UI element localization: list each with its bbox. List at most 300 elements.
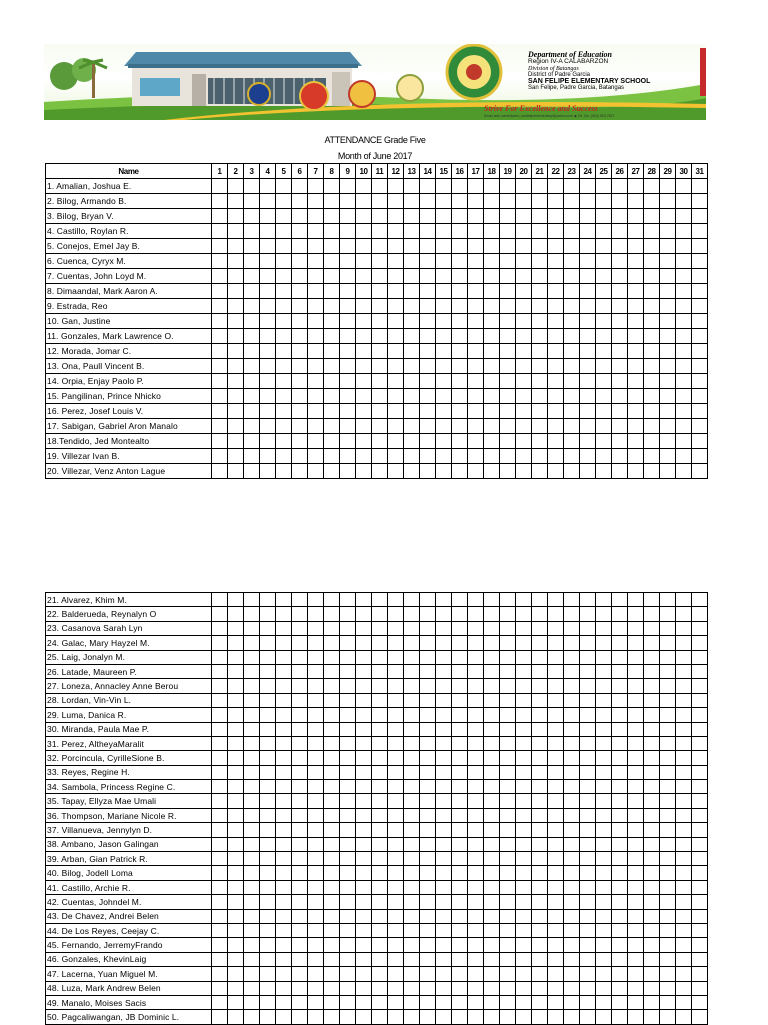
attendance-cell[interactable] bbox=[388, 284, 404, 299]
attendance-cell[interactable] bbox=[564, 693, 580, 707]
attendance-cell[interactable] bbox=[660, 621, 676, 635]
attendance-cell[interactable] bbox=[276, 880, 292, 894]
attendance-cell[interactable] bbox=[276, 837, 292, 851]
attendance-cell[interactable] bbox=[260, 1010, 276, 1024]
attendance-cell[interactable] bbox=[500, 464, 516, 479]
attendance-cell[interactable] bbox=[484, 909, 500, 923]
attendance-cell[interactable] bbox=[292, 636, 308, 650]
attendance-cell[interactable] bbox=[644, 664, 660, 678]
attendance-cell[interactable] bbox=[580, 823, 596, 837]
attendance-cell[interactable] bbox=[500, 419, 516, 434]
attendance-cell[interactable] bbox=[660, 359, 676, 374]
attendance-cell[interactable] bbox=[564, 636, 580, 650]
attendance-cell[interactable] bbox=[644, 995, 660, 1009]
attendance-cell[interactable] bbox=[372, 866, 388, 880]
attendance-cell[interactable] bbox=[340, 239, 356, 254]
attendance-cell[interactable] bbox=[276, 722, 292, 736]
attendance-cell[interactable] bbox=[292, 722, 308, 736]
attendance-cell[interactable] bbox=[596, 593, 612, 607]
attendance-cell[interactable] bbox=[244, 880, 260, 894]
attendance-cell[interactable] bbox=[436, 449, 452, 464]
attendance-cell[interactable] bbox=[212, 852, 228, 866]
attendance-cell[interactable] bbox=[580, 284, 596, 299]
attendance-cell[interactable] bbox=[292, 736, 308, 750]
attendance-cell[interactable] bbox=[356, 607, 372, 621]
attendance-cell[interactable] bbox=[468, 765, 484, 779]
attendance-cell[interactable] bbox=[324, 194, 340, 209]
attendance-cell[interactable] bbox=[516, 419, 532, 434]
attendance-cell[interactable] bbox=[420, 895, 436, 909]
attendance-cell[interactable] bbox=[532, 329, 548, 344]
attendance-cell[interactable] bbox=[388, 866, 404, 880]
attendance-cell[interactable] bbox=[484, 923, 500, 937]
attendance-cell[interactable] bbox=[388, 650, 404, 664]
attendance-cell[interactable] bbox=[564, 239, 580, 254]
attendance-cell[interactable] bbox=[388, 464, 404, 479]
attendance-cell[interactable] bbox=[612, 995, 628, 1009]
attendance-cell[interactable] bbox=[404, 837, 420, 851]
attendance-cell[interactable] bbox=[260, 254, 276, 269]
attendance-cell[interactable] bbox=[228, 239, 244, 254]
attendance-cell[interactable] bbox=[484, 808, 500, 822]
attendance-cell[interactable] bbox=[260, 607, 276, 621]
attendance-cell[interactable] bbox=[372, 224, 388, 239]
attendance-cell[interactable] bbox=[628, 314, 644, 329]
attendance-cell[interactable] bbox=[564, 419, 580, 434]
attendance-cell[interactable] bbox=[340, 923, 356, 937]
attendance-cell[interactable] bbox=[452, 981, 468, 995]
attendance-cell[interactable] bbox=[276, 708, 292, 722]
attendance-cell[interactable] bbox=[260, 909, 276, 923]
attendance-cell[interactable] bbox=[628, 404, 644, 419]
attendance-cell[interactable] bbox=[628, 808, 644, 822]
attendance-cell[interactable] bbox=[308, 209, 324, 224]
attendance-cell[interactable] bbox=[644, 751, 660, 765]
attendance-cell[interactable] bbox=[260, 389, 276, 404]
attendance-cell[interactable] bbox=[484, 823, 500, 837]
attendance-cell[interactable] bbox=[500, 981, 516, 995]
attendance-cell[interactable] bbox=[276, 909, 292, 923]
attendance-cell[interactable] bbox=[484, 284, 500, 299]
attendance-cell[interactable] bbox=[612, 299, 628, 314]
attendance-cell[interactable] bbox=[452, 449, 468, 464]
attendance-cell[interactable] bbox=[660, 722, 676, 736]
attendance-cell[interactable] bbox=[292, 194, 308, 209]
attendance-cell[interactable] bbox=[468, 1010, 484, 1024]
attendance-cell[interactable] bbox=[404, 449, 420, 464]
attendance-cell[interactable] bbox=[500, 194, 516, 209]
attendance-cell[interactable] bbox=[260, 284, 276, 299]
attendance-cell[interactable] bbox=[548, 284, 564, 299]
attendance-cell[interactable] bbox=[244, 209, 260, 224]
attendance-cell[interactable] bbox=[692, 593, 708, 607]
attendance-cell[interactable] bbox=[564, 179, 580, 194]
attendance-cell[interactable] bbox=[644, 636, 660, 650]
attendance-cell[interactable] bbox=[580, 808, 596, 822]
attendance-cell[interactable] bbox=[340, 794, 356, 808]
attendance-cell[interactable] bbox=[436, 621, 452, 635]
attendance-cell[interactable] bbox=[548, 209, 564, 224]
attendance-cell[interactable] bbox=[260, 664, 276, 678]
attendance-cell[interactable] bbox=[612, 434, 628, 449]
attendance-cell[interactable] bbox=[276, 239, 292, 254]
attendance-cell[interactable] bbox=[484, 679, 500, 693]
attendance-cell[interactable] bbox=[436, 664, 452, 678]
attendance-cell[interactable] bbox=[212, 636, 228, 650]
attendance-cell[interactable] bbox=[244, 194, 260, 209]
attendance-cell[interactable] bbox=[388, 808, 404, 822]
attendance-cell[interactable] bbox=[692, 607, 708, 621]
attendance-cell[interactable] bbox=[404, 679, 420, 693]
attendance-cell[interactable] bbox=[404, 209, 420, 224]
attendance-cell[interactable] bbox=[676, 923, 692, 937]
attendance-cell[interactable] bbox=[596, 923, 612, 937]
attendance-cell[interactable] bbox=[484, 708, 500, 722]
attendance-cell[interactable] bbox=[468, 449, 484, 464]
attendance-cell[interactable] bbox=[372, 239, 388, 254]
attendance-cell[interactable] bbox=[388, 329, 404, 344]
attendance-cell[interactable] bbox=[324, 284, 340, 299]
attendance-cell[interactable] bbox=[228, 895, 244, 909]
attendance-cell[interactable] bbox=[276, 359, 292, 374]
attendance-cell[interactable] bbox=[628, 679, 644, 693]
attendance-cell[interactable] bbox=[276, 679, 292, 693]
attendance-cell[interactable] bbox=[516, 708, 532, 722]
attendance-cell[interactable] bbox=[564, 852, 580, 866]
attendance-cell[interactable] bbox=[532, 404, 548, 419]
attendance-cell[interactable] bbox=[532, 909, 548, 923]
attendance-cell[interactable] bbox=[356, 736, 372, 750]
attendance-cell[interactable] bbox=[548, 880, 564, 894]
attendance-cell[interactable] bbox=[612, 895, 628, 909]
attendance-cell[interactable] bbox=[308, 765, 324, 779]
attendance-cell[interactable] bbox=[452, 995, 468, 1009]
attendance-cell[interactable] bbox=[324, 269, 340, 284]
attendance-cell[interactable] bbox=[516, 981, 532, 995]
attendance-cell[interactable] bbox=[356, 1010, 372, 1024]
attendance-cell[interactable] bbox=[404, 895, 420, 909]
attendance-cell[interactable] bbox=[644, 449, 660, 464]
attendance-cell[interactable] bbox=[420, 636, 436, 650]
attendance-cell[interactable] bbox=[324, 636, 340, 650]
attendance-cell[interactable] bbox=[308, 179, 324, 194]
attendance-cell[interactable] bbox=[660, 895, 676, 909]
attendance-cell[interactable] bbox=[596, 650, 612, 664]
attendance-cell[interactable] bbox=[660, 995, 676, 1009]
attendance-cell[interactable] bbox=[276, 224, 292, 239]
attendance-cell[interactable] bbox=[596, 722, 612, 736]
attendance-cell[interactable] bbox=[324, 224, 340, 239]
attendance-cell[interactable] bbox=[228, 938, 244, 952]
attendance-cell[interactable] bbox=[420, 419, 436, 434]
attendance-cell[interactable] bbox=[276, 736, 292, 750]
attendance-cell[interactable] bbox=[580, 938, 596, 952]
attendance-cell[interactable] bbox=[436, 607, 452, 621]
attendance-cell[interactable] bbox=[324, 621, 340, 635]
attendance-cell[interactable] bbox=[468, 780, 484, 794]
attendance-cell[interactable] bbox=[516, 389, 532, 404]
attendance-cell[interactable] bbox=[644, 1010, 660, 1024]
attendance-cell[interactable] bbox=[436, 593, 452, 607]
attendance-cell[interactable] bbox=[276, 1010, 292, 1024]
attendance-cell[interactable] bbox=[436, 254, 452, 269]
attendance-cell[interactable] bbox=[532, 374, 548, 389]
attendance-cell[interactable] bbox=[420, 464, 436, 479]
attendance-cell[interactable] bbox=[468, 224, 484, 239]
attendance-cell[interactable] bbox=[516, 593, 532, 607]
attendance-cell[interactable] bbox=[644, 938, 660, 952]
attendance-cell[interactable] bbox=[212, 895, 228, 909]
attendance-cell[interactable] bbox=[388, 374, 404, 389]
attendance-cell[interactable] bbox=[420, 314, 436, 329]
attendance-cell[interactable] bbox=[324, 736, 340, 750]
attendance-cell[interactable] bbox=[532, 880, 548, 894]
attendance-cell[interactable] bbox=[676, 650, 692, 664]
attendance-cell[interactable] bbox=[404, 389, 420, 404]
attendance-cell[interactable] bbox=[324, 359, 340, 374]
attendance-cell[interactable] bbox=[244, 895, 260, 909]
attendance-cell[interactable] bbox=[612, 209, 628, 224]
attendance-cell[interactable] bbox=[244, 808, 260, 822]
attendance-cell[interactable] bbox=[260, 224, 276, 239]
attendance-cell[interactable] bbox=[324, 1010, 340, 1024]
attendance-cell[interactable] bbox=[420, 794, 436, 808]
attendance-cell[interactable] bbox=[436, 374, 452, 389]
attendance-cell[interactable] bbox=[388, 938, 404, 952]
attendance-cell[interactable] bbox=[660, 239, 676, 254]
attendance-cell[interactable] bbox=[436, 636, 452, 650]
attendance-cell[interactable] bbox=[244, 722, 260, 736]
attendance-cell[interactable] bbox=[500, 179, 516, 194]
attendance-cell[interactable] bbox=[244, 419, 260, 434]
attendance-cell[interactable] bbox=[548, 607, 564, 621]
attendance-cell[interactable] bbox=[548, 314, 564, 329]
attendance-cell[interactable] bbox=[660, 923, 676, 937]
attendance-cell[interactable] bbox=[212, 607, 228, 621]
attendance-cell[interactable] bbox=[244, 464, 260, 479]
attendance-cell[interactable] bbox=[228, 329, 244, 344]
attendance-cell[interactable] bbox=[692, 374, 708, 389]
attendance-cell[interactable] bbox=[276, 693, 292, 707]
attendance-cell[interactable] bbox=[692, 464, 708, 479]
attendance-cell[interactable] bbox=[612, 389, 628, 404]
attendance-cell[interactable] bbox=[612, 794, 628, 808]
attendance-cell[interactable] bbox=[644, 419, 660, 434]
attendance-cell[interactable] bbox=[660, 194, 676, 209]
attendance-cell[interactable] bbox=[372, 284, 388, 299]
attendance-cell[interactable] bbox=[372, 995, 388, 1009]
attendance-cell[interactable] bbox=[580, 967, 596, 981]
attendance-cell[interactable] bbox=[548, 722, 564, 736]
attendance-cell[interactable] bbox=[212, 693, 228, 707]
attendance-cell[interactable] bbox=[532, 952, 548, 966]
attendance-cell[interactable] bbox=[628, 359, 644, 374]
attendance-cell[interactable] bbox=[436, 880, 452, 894]
attendance-cell[interactable] bbox=[516, 852, 532, 866]
attendance-cell[interactable] bbox=[276, 194, 292, 209]
attendance-cell[interactable] bbox=[500, 636, 516, 650]
attendance-cell[interactable] bbox=[660, 254, 676, 269]
attendance-cell[interactable] bbox=[596, 359, 612, 374]
attendance-cell[interactable] bbox=[292, 808, 308, 822]
attendance-cell[interactable] bbox=[436, 852, 452, 866]
attendance-cell[interactable] bbox=[308, 314, 324, 329]
attendance-cell[interactable] bbox=[372, 344, 388, 359]
attendance-cell[interactable] bbox=[500, 650, 516, 664]
attendance-cell[interactable] bbox=[468, 636, 484, 650]
attendance-cell[interactable] bbox=[596, 314, 612, 329]
attendance-cell[interactable] bbox=[212, 254, 228, 269]
attendance-cell[interactable] bbox=[612, 693, 628, 707]
attendance-cell[interactable] bbox=[388, 823, 404, 837]
attendance-cell[interactable] bbox=[420, 194, 436, 209]
attendance-cell[interactable] bbox=[292, 1010, 308, 1024]
attendance-cell[interactable] bbox=[644, 329, 660, 344]
attendance-cell[interactable] bbox=[644, 823, 660, 837]
attendance-cell[interactable] bbox=[308, 679, 324, 693]
attendance-cell[interactable] bbox=[292, 607, 308, 621]
attendance-cell[interactable] bbox=[436, 679, 452, 693]
attendance-cell[interactable] bbox=[484, 194, 500, 209]
attendance-cell[interactable] bbox=[452, 464, 468, 479]
attendance-cell[interactable] bbox=[404, 751, 420, 765]
attendance-cell[interactable] bbox=[628, 209, 644, 224]
attendance-cell[interactable] bbox=[212, 679, 228, 693]
attendance-cell[interactable] bbox=[500, 808, 516, 822]
attendance-cell[interactable] bbox=[660, 636, 676, 650]
attendance-cell[interactable] bbox=[324, 823, 340, 837]
attendance-cell[interactable] bbox=[404, 823, 420, 837]
attendance-cell[interactable] bbox=[484, 650, 500, 664]
attendance-cell[interactable] bbox=[388, 880, 404, 894]
attendance-cell[interactable] bbox=[468, 794, 484, 808]
attendance-cell[interactable] bbox=[612, 254, 628, 269]
attendance-cell[interactable] bbox=[500, 938, 516, 952]
attendance-cell[interactable] bbox=[468, 895, 484, 909]
attendance-cell[interactable] bbox=[436, 314, 452, 329]
attendance-cell[interactable] bbox=[324, 808, 340, 822]
attendance-cell[interactable] bbox=[276, 374, 292, 389]
attendance-cell[interactable] bbox=[244, 359, 260, 374]
attendance-cell[interactable] bbox=[516, 224, 532, 239]
attendance-cell[interactable] bbox=[276, 607, 292, 621]
attendance-cell[interactable] bbox=[308, 794, 324, 808]
attendance-cell[interactable] bbox=[484, 389, 500, 404]
attendance-cell[interactable] bbox=[548, 967, 564, 981]
attendance-cell[interactable] bbox=[580, 607, 596, 621]
attendance-cell[interactable] bbox=[292, 209, 308, 224]
attendance-cell[interactable] bbox=[484, 464, 500, 479]
attendance-cell[interactable] bbox=[404, 808, 420, 822]
attendance-cell[interactable] bbox=[500, 389, 516, 404]
attendance-cell[interactable] bbox=[660, 419, 676, 434]
attendance-cell[interactable] bbox=[436, 650, 452, 664]
attendance-cell[interactable] bbox=[644, 794, 660, 808]
attendance-cell[interactable] bbox=[548, 374, 564, 389]
attendance-cell[interactable] bbox=[260, 880, 276, 894]
attendance-cell[interactable] bbox=[372, 419, 388, 434]
attendance-cell[interactable] bbox=[276, 329, 292, 344]
attendance-cell[interactable] bbox=[212, 434, 228, 449]
attendance-cell[interactable] bbox=[308, 880, 324, 894]
attendance-cell[interactable] bbox=[596, 269, 612, 284]
attendance-cell[interactable] bbox=[516, 194, 532, 209]
attendance-cell[interactable] bbox=[324, 419, 340, 434]
attendance-cell[interactable] bbox=[244, 981, 260, 995]
attendance-cell[interactable] bbox=[340, 269, 356, 284]
attendance-cell[interactable] bbox=[308, 344, 324, 359]
attendance-cell[interactable] bbox=[356, 374, 372, 389]
attendance-cell[interactable] bbox=[516, 967, 532, 981]
attendance-cell[interactable] bbox=[292, 837, 308, 851]
attendance-cell[interactable] bbox=[612, 823, 628, 837]
attendance-cell[interactable] bbox=[452, 299, 468, 314]
attendance-cell[interactable] bbox=[244, 823, 260, 837]
attendance-cell[interactable] bbox=[292, 895, 308, 909]
attendance-cell[interactable] bbox=[228, 952, 244, 966]
attendance-cell[interactable] bbox=[420, 880, 436, 894]
attendance-cell[interactable] bbox=[436, 464, 452, 479]
attendance-cell[interactable] bbox=[292, 852, 308, 866]
attendance-cell[interactable] bbox=[340, 837, 356, 851]
attendance-cell[interactable] bbox=[500, 995, 516, 1009]
attendance-cell[interactable] bbox=[356, 708, 372, 722]
attendance-cell[interactable] bbox=[596, 374, 612, 389]
attendance-cell[interactable] bbox=[660, 751, 676, 765]
attendance-cell[interactable] bbox=[532, 708, 548, 722]
attendance-cell[interactable] bbox=[548, 359, 564, 374]
attendance-cell[interactable] bbox=[324, 593, 340, 607]
attendance-cell[interactable] bbox=[388, 636, 404, 650]
attendance-cell[interactable] bbox=[244, 389, 260, 404]
attendance-cell[interactable] bbox=[676, 464, 692, 479]
attendance-cell[interactable] bbox=[276, 650, 292, 664]
attendance-cell[interactable] bbox=[356, 751, 372, 765]
attendance-cell[interactable] bbox=[292, 269, 308, 284]
attendance-cell[interactable] bbox=[308, 239, 324, 254]
attendance-cell[interactable] bbox=[308, 938, 324, 952]
attendance-cell[interactable] bbox=[308, 923, 324, 937]
attendance-cell[interactable] bbox=[468, 374, 484, 389]
attendance-cell[interactable] bbox=[276, 593, 292, 607]
attendance-cell[interactable] bbox=[244, 269, 260, 284]
attendance-cell[interactable] bbox=[532, 923, 548, 937]
attendance-cell[interactable] bbox=[404, 314, 420, 329]
attendance-cell[interactable] bbox=[548, 981, 564, 995]
attendance-cell[interactable] bbox=[388, 736, 404, 750]
attendance-cell[interactable] bbox=[244, 344, 260, 359]
attendance-cell[interactable] bbox=[420, 765, 436, 779]
attendance-cell[interactable] bbox=[388, 179, 404, 194]
attendance-cell[interactable] bbox=[276, 621, 292, 635]
attendance-cell[interactable] bbox=[612, 923, 628, 937]
attendance-cell[interactable] bbox=[388, 967, 404, 981]
attendance-cell[interactable] bbox=[308, 194, 324, 209]
attendance-cell[interactable] bbox=[548, 952, 564, 966]
attendance-cell[interactable] bbox=[404, 179, 420, 194]
attendance-cell[interactable] bbox=[324, 679, 340, 693]
attendance-cell[interactable] bbox=[452, 909, 468, 923]
attendance-cell[interactable] bbox=[452, 254, 468, 269]
attendance-cell[interactable] bbox=[420, 823, 436, 837]
attendance-cell[interactable] bbox=[228, 923, 244, 937]
attendance-cell[interactable] bbox=[612, 284, 628, 299]
attendance-cell[interactable] bbox=[580, 434, 596, 449]
attendance-cell[interactable] bbox=[372, 736, 388, 750]
attendance-cell[interactable] bbox=[628, 194, 644, 209]
attendance-cell[interactable] bbox=[340, 404, 356, 419]
attendance-cell[interactable] bbox=[580, 404, 596, 419]
